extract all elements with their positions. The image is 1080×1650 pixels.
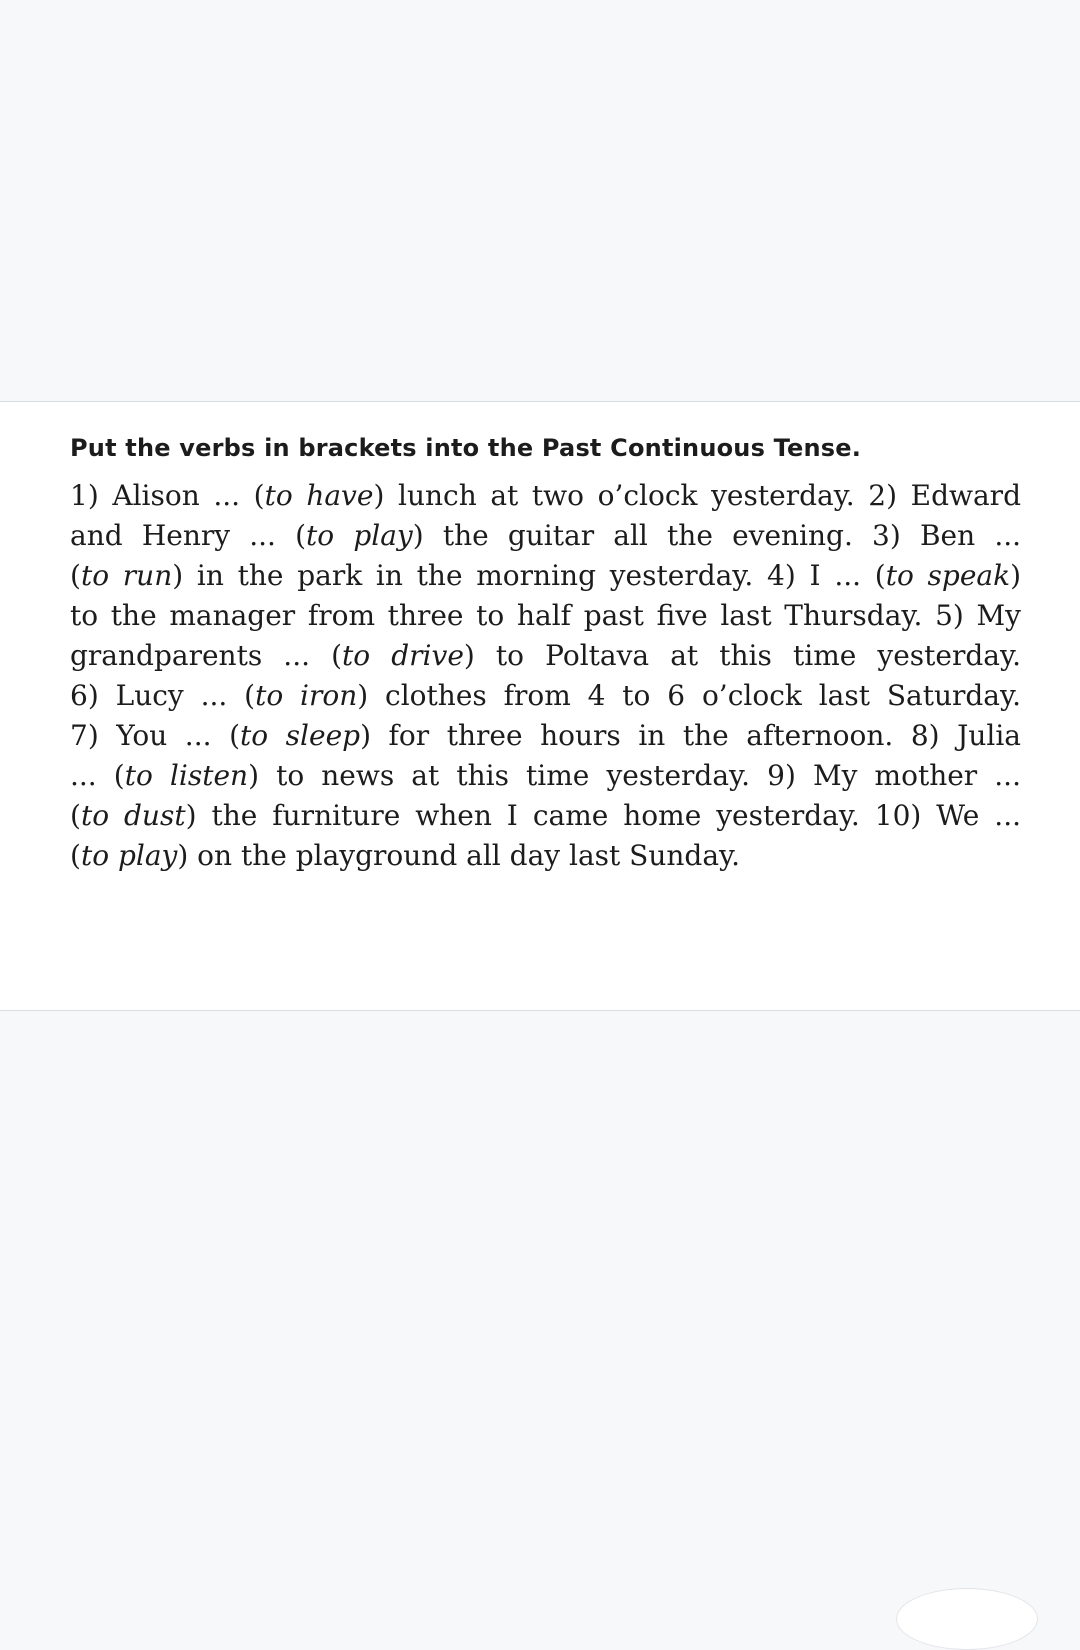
verb-hint: to run [80, 559, 173, 592]
exercise-line: (to run) in the park in the morning yesterday. 4) I ... (to speak) [70, 559, 1021, 592]
verb-hint: to have [264, 479, 374, 512]
exercise-line: 7) You ... (to sleep) for three hours in the afternoon. 8) Julia [70, 719, 1021, 752]
verb-hint: to play [306, 519, 413, 552]
verb-hint: to play [80, 839, 178, 872]
exercise-line: (to play) on the playground all day last Sunday. [70, 839, 741, 872]
exercise-line: and Henry ... (to play) the guitar all the evening. 3) Ben ... [70, 519, 1021, 552]
exercise-line: (to dust) the furniture when I came home yesterday. 10) We ... [70, 799, 1021, 832]
exercise-line: 1) Alison ... (to have) lunch at two o’clock yesterday. 2) Edward [70, 479, 1021, 512]
exercise-line: 6) Lucy ... (to iron) clothes from 4 to 6 o’clock last Saturday. [70, 679, 1021, 712]
verb-hint: to drive [342, 639, 464, 672]
floating-action-button[interactable] [896, 1588, 1038, 1650]
exercise-title: Put the verbs in brackets into the Past Continuous Tense. [70, 434, 862, 462]
exercise-text [70, 476, 1021, 876]
verb-hint: to speak [885, 559, 1011, 592]
exercise-line: grandparents ... (to drive) to Poltava at this time yesterday. [70, 639, 1021, 672]
verb-hint: to sleep [240, 719, 361, 752]
verb-hint: to listen [124, 759, 249, 792]
verb-hint: to dust [80, 799, 186, 832]
exercise-page [0, 401, 1080, 1011]
exercise-line: ... (to listen) to news at this time yesterday. 9) My mother ... [70, 759, 1021, 792]
verb-hint: to iron [255, 679, 358, 712]
exercise-line: to the manager from three to half past five last Thursday. 5) My [70, 599, 1021, 632]
